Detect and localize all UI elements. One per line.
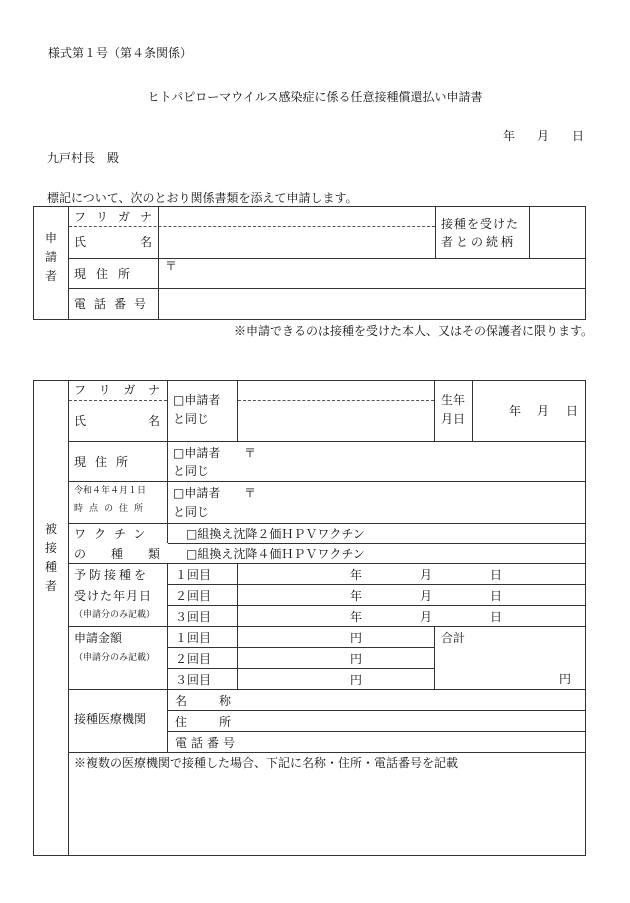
vacc-date-label-1: 予防接種を bbox=[74, 568, 150, 582]
dose-1-label: １回目 bbox=[175, 568, 212, 582]
recipient-address-same-label: と同じ bbox=[173, 464, 210, 478]
dose-2-day: 日 bbox=[490, 589, 503, 603]
recipient-r4-same-label: と同じ bbox=[173, 505, 210, 519]
applicant-eligibility-note: ※申請できるのは接種を受けた本人、又はその保護者に限ります。 bbox=[234, 324, 594, 338]
form-title: ヒトパピローマウイルス感染症に係る任意接種償還払い申請書 bbox=[147, 90, 483, 104]
recipient-dob-label-1: 生年 bbox=[441, 393, 466, 407]
amount-dose-2-label: ２回目 bbox=[175, 652, 212, 666]
dose-1-day: 日 bbox=[490, 568, 503, 582]
applicant-section-label: 申請者 bbox=[44, 231, 57, 283]
vacc-date-label-2: 受けた年月日 bbox=[74, 589, 153, 603]
addressee: 九戸村長 殿 bbox=[47, 151, 120, 165]
date-day-label: 日 bbox=[572, 129, 585, 143]
recipient-dob-label-2: 月日 bbox=[441, 412, 466, 426]
recipient-address-same-checkbox[interactable]: □申請者 bbox=[173, 446, 221, 460]
recipient-dob-day: 日 bbox=[566, 404, 579, 418]
recipient-furigana-label: フ リ ガ ナ bbox=[74, 383, 160, 397]
recipient-name-input[interactable] bbox=[239, 403, 433, 440]
recipient-r4-address-label-2: 時点の住所 bbox=[74, 504, 150, 514]
recipient-address-label: 現住所 bbox=[74, 455, 138, 469]
vacc-date-claim-note: （申請分のみ記載） bbox=[74, 610, 156, 620]
dose-2-year: 年 bbox=[350, 589, 363, 603]
dose-3-day: 日 bbox=[490, 610, 503, 624]
date-year-label: 年 bbox=[503, 129, 516, 143]
clinic-name-input[interactable] bbox=[239, 691, 584, 709]
clinic-phone-label: 電話番号 bbox=[175, 736, 240, 750]
recipient-r4-same-checkbox[interactable]: □申請者 bbox=[173, 486, 221, 500]
applicant-relation-label-2: 者との続柄 bbox=[441, 235, 517, 249]
applicant-name-input[interactable] bbox=[160, 228, 434, 257]
date-month-label: 月 bbox=[537, 129, 550, 143]
vaccine-label-2: の 種 類 bbox=[74, 547, 160, 561]
applicant-phone-label: 電話番号 bbox=[74, 297, 155, 311]
clinic-address-input[interactable] bbox=[239, 712, 584, 730]
dose-1-month: 月 bbox=[420, 568, 433, 582]
recipient-section-label: 被接種者 bbox=[44, 522, 57, 593]
recipient-postal-mark: 〒 bbox=[244, 446, 257, 460]
amount-claim-note: （申請分のみ記載） bbox=[74, 653, 156, 663]
vaccine-option-2-valent[interactable]: □組換え沈降２価ＨＰＶワクチン bbox=[186, 527, 365, 541]
applicant-relation-input[interactable] bbox=[531, 208, 585, 257]
clinic-label: 接種医療機関 bbox=[74, 712, 147, 726]
amount-dose-1-yen: 円 bbox=[350, 631, 363, 645]
multi-clinic-note: ※複数の医療機関で接種した場合、下記に名称・住所・電話番号を記載 bbox=[74, 756, 459, 770]
dose-2-month: 月 bbox=[420, 589, 433, 603]
multi-clinic-input[interactable] bbox=[70, 775, 584, 854]
applicant-furigana-input[interactable] bbox=[160, 208, 434, 225]
dose-1-year: 年 bbox=[350, 568, 363, 582]
dose-2-label: ２回目 bbox=[175, 589, 212, 603]
recipient-dob-year: 年 bbox=[509, 404, 522, 418]
clinic-name-label: 名 称 bbox=[175, 694, 231, 708]
recipient-r4-address-input[interactable] bbox=[260, 483, 584, 522]
applicant-address-label: 現住所 bbox=[74, 267, 141, 281]
vaccine-option-4-valent[interactable]: □組換え沈降４価ＨＰＶワクチン bbox=[186, 547, 365, 561]
recipient-furigana-input[interactable] bbox=[239, 382, 433, 399]
total-yen: 円 bbox=[559, 672, 572, 686]
dose-3-label: ３回目 bbox=[175, 610, 212, 624]
total-label: 合計 bbox=[441, 631, 466, 645]
applicant-furigana-label: フ リ ガ ナ bbox=[74, 210, 152, 224]
recipient-r4-address-label-1: 令和４年４月１日 bbox=[74, 486, 147, 496]
applicant-name-label: 氏 名 bbox=[74, 235, 152, 249]
recipient-name-label: 氏 名 bbox=[74, 414, 160, 428]
recipient-name-same-checkbox[interactable]: □申請者 bbox=[173, 393, 221, 407]
amount-dose-1-label: １回目 bbox=[175, 631, 212, 645]
applicant-address-input[interactable] bbox=[180, 260, 584, 287]
amount-label: 申請金額 bbox=[74, 631, 123, 645]
recipient-name-same-label: と同じ bbox=[173, 412, 210, 426]
vaccine-label-1: ワクチン bbox=[74, 527, 154, 541]
dose-3-year: 年 bbox=[350, 610, 363, 624]
applicant-relation-label-1: 接種を受けた bbox=[441, 217, 520, 231]
amount-dose-3-label: ３回目 bbox=[175, 673, 212, 687]
amount-dose-3-yen: 円 bbox=[350, 673, 363, 687]
form-number: 様式第１号（第４条関係） bbox=[48, 46, 193, 60]
amount-dose-2-yen: 円 bbox=[350, 652, 363, 666]
clinic-address-label: 住 所 bbox=[175, 715, 231, 729]
intro-text: 標記について、次のとおり関係書類を添えて申請します。 bbox=[47, 191, 358, 205]
recipient-dob-month: 月 bbox=[537, 404, 550, 418]
recipient-r4-postal-mark: 〒 bbox=[244, 486, 257, 500]
clinic-phone-input[interactable] bbox=[239, 733, 584, 751]
dose-3-month: 月 bbox=[420, 610, 433, 624]
recipient-address-input[interactable] bbox=[260, 443, 584, 480]
applicant-postal-mark: 〒 bbox=[165, 259, 178, 273]
applicant-phone-input[interactable] bbox=[160, 290, 584, 319]
